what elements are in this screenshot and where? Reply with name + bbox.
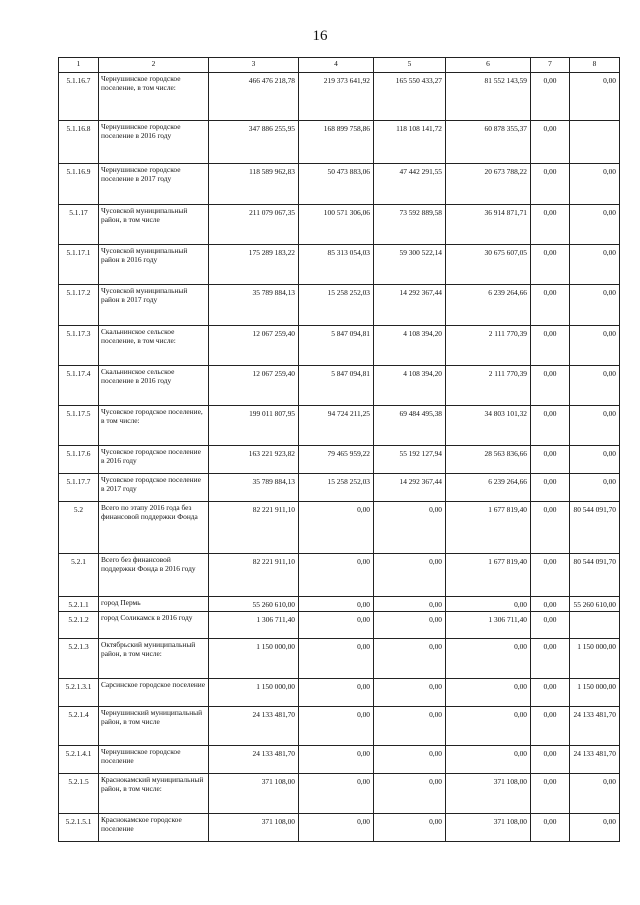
fund-amount-cell: 79 465 959,22 xyxy=(299,446,374,474)
row-code-cell: 5.1.17.4 xyxy=(59,366,99,406)
header-row xyxy=(59,58,620,73)
local-budget-cell: 2 111 770,39 xyxy=(446,366,531,406)
row-name-cell: город Соликамск в 2016 году xyxy=(99,612,209,639)
extra-funding-cell xyxy=(570,121,620,164)
regional-budget-cell: 69 484 495,38 xyxy=(374,406,446,446)
fund-amount-cell: 0,00 xyxy=(299,707,374,746)
row-code-cell: 5.1.17.5 xyxy=(59,406,99,446)
fund-amount-cell: 85 313 054,03 xyxy=(299,245,374,285)
row-name-cell: Краснокамский муниципальный район, в том числе: xyxy=(99,774,209,814)
column-header: 8 xyxy=(570,58,620,73)
row-name-cell: город Пермь xyxy=(99,597,209,612)
table-row xyxy=(59,164,620,205)
total-amount-cell: 82 221 911,10 xyxy=(209,554,299,597)
table-row xyxy=(59,326,620,366)
other-sources-cell: 0,00 xyxy=(531,554,570,597)
extra-funding-cell: 55 260 610,00 xyxy=(570,597,620,612)
extra-funding-cell: 0,00 xyxy=(570,245,620,285)
total-amount-cell: 1 150 000,00 xyxy=(209,679,299,707)
row-code-cell: 5.1.17.2 xyxy=(59,285,99,326)
extra-funding-cell: 0,00 xyxy=(570,814,620,842)
row-code-cell: 5.2.1.5.1 xyxy=(59,814,99,842)
row-code-cell: 5.1.17.7 xyxy=(59,474,99,502)
extra-funding-cell: 80 544 091,70 xyxy=(570,502,620,554)
regional-budget-cell: 0,00 xyxy=(374,746,446,774)
fund-amount-cell: 5 847 094,81 xyxy=(299,366,374,406)
regional-budget-cell: 14 292 367,44 xyxy=(374,285,446,326)
table-row xyxy=(59,474,620,502)
table-row xyxy=(59,679,620,707)
row-code-cell: 5.1.17 xyxy=(59,205,99,245)
total-amount-cell: 199 011 807,95 xyxy=(209,406,299,446)
fund-amount-cell: 0,00 xyxy=(299,679,374,707)
regional-budget-cell: 0,00 xyxy=(374,707,446,746)
extra-funding-cell: 0,00 xyxy=(570,774,620,814)
row-code-cell: 5.2.1.3.1 xyxy=(59,679,99,707)
extra-funding-cell: 0,00 xyxy=(570,205,620,245)
table-row xyxy=(59,597,620,612)
row-name-cell: Чернушинское городское поселение в 2017 году xyxy=(99,164,209,205)
fund-amount-cell: 219 373 641,92 xyxy=(299,73,374,121)
other-sources-cell: 0,00 xyxy=(531,679,570,707)
other-sources-cell: 0,00 xyxy=(531,774,570,814)
table-row xyxy=(59,121,620,164)
other-sources-cell: 0,00 xyxy=(531,73,570,121)
extra-funding-cell: 24 133 481,70 xyxy=(570,707,620,746)
fund-amount-cell: 100 571 306,06 xyxy=(299,205,374,245)
row-code-cell: 5.2.1.2 xyxy=(59,612,99,639)
table-row xyxy=(59,612,620,639)
local-budget-cell: 0,00 xyxy=(446,639,531,679)
total-amount-cell: 24 133 481,70 xyxy=(209,707,299,746)
row-name-cell: Всего по этапу 2016 года без финансовой поддержки Фонда xyxy=(99,502,209,554)
row-code-cell: 5.2.1.4 xyxy=(59,707,99,746)
regional-budget-cell: 0,00 xyxy=(374,597,446,612)
regional-budget-cell: 0,00 xyxy=(374,502,446,554)
table-body xyxy=(59,73,620,842)
fund-amount-cell: 0,00 xyxy=(299,746,374,774)
local-budget-cell: 1 306 711,40 xyxy=(446,612,531,639)
row-code-cell: 5.1.16.7 xyxy=(59,73,99,121)
row-code-cell: 5.2.1.1 xyxy=(59,597,99,612)
total-amount-cell: 24 133 481,70 xyxy=(209,746,299,774)
column-header: 5 xyxy=(374,58,446,73)
total-amount-cell: 347 886 255,95 xyxy=(209,121,299,164)
row-name-cell: Краснокамское городское поселение xyxy=(99,814,209,842)
table-row xyxy=(59,639,620,679)
extra-funding-cell: 80 544 091,70 xyxy=(570,554,620,597)
row-name-cell: Всего без финансовой поддержки Фонда в 2016 году xyxy=(99,554,209,597)
fund-amount-cell: 50 473 883,06 xyxy=(299,164,374,205)
regional-budget-cell: 0,00 xyxy=(374,554,446,597)
local-budget-cell: 30 675 607,05 xyxy=(446,245,531,285)
local-budget-cell: 6 239 264,66 xyxy=(446,285,531,326)
total-amount-cell: 1 150 000,00 xyxy=(209,639,299,679)
total-amount-cell: 35 789 884,13 xyxy=(209,285,299,326)
table-row xyxy=(59,205,620,245)
extra-funding-cell: 0,00 xyxy=(570,366,620,406)
regional-budget-cell: 59 300 522,14 xyxy=(374,245,446,285)
table-row xyxy=(59,245,620,285)
extra-funding-cell: 1 150 000,00 xyxy=(570,639,620,679)
row-name-cell: Чусовское городское поселение в 2016 году xyxy=(99,446,209,474)
other-sources-cell: 0,00 xyxy=(531,285,570,326)
row-name-cell: Чернушинское городское поселение, в том числе: xyxy=(99,73,209,121)
row-code-cell: 5.2.1.3 xyxy=(59,639,99,679)
other-sources-cell: 0,00 xyxy=(531,502,570,554)
other-sources-cell: 0,00 xyxy=(531,121,570,164)
row-code-cell: 5.1.17.3 xyxy=(59,326,99,366)
other-sources-cell: 0,00 xyxy=(531,245,570,285)
local-budget-cell: 2 111 770,39 xyxy=(446,326,531,366)
local-budget-cell: 36 914 871,71 xyxy=(446,205,531,245)
column-header: 3 xyxy=(209,58,299,73)
total-amount-cell: 118 589 962,83 xyxy=(209,164,299,205)
total-amount-cell: 163 221 923,82 xyxy=(209,446,299,474)
fund-amount-cell: 94 724 211,25 xyxy=(299,406,374,446)
page-number: 16 xyxy=(312,28,328,44)
financing-table xyxy=(58,57,620,842)
fund-amount-cell: 0,00 xyxy=(299,597,374,612)
other-sources-cell: 0,00 xyxy=(531,639,570,679)
table-row xyxy=(59,774,620,814)
total-amount-cell: 466 476 218,78 xyxy=(209,73,299,121)
local-budget-cell: 20 673 788,22 xyxy=(446,164,531,205)
column-header: 7 xyxy=(531,58,570,73)
table-row xyxy=(59,446,620,474)
column-header: 2 xyxy=(99,58,209,73)
other-sources-cell: 0,00 xyxy=(531,406,570,446)
regional-budget-cell: 14 292 367,44 xyxy=(374,474,446,502)
fund-amount-cell: 0,00 xyxy=(299,612,374,639)
extra-funding-cell: 0,00 xyxy=(570,406,620,446)
local-budget-cell: 81 552 143,59 xyxy=(446,73,531,121)
fund-amount-cell: 15 258 252,03 xyxy=(299,474,374,502)
fund-amount-cell: 0,00 xyxy=(299,554,374,597)
extra-funding-cell: 0,00 xyxy=(570,474,620,502)
table-row xyxy=(59,746,620,774)
extra-funding-cell: 24 133 481,70 xyxy=(570,746,620,774)
table-row xyxy=(59,502,620,554)
row-code-cell: 5.1.16.9 xyxy=(59,164,99,205)
fund-amount-cell: 0,00 xyxy=(299,502,374,554)
local-budget-cell: 371 108,00 xyxy=(446,814,531,842)
fund-amount-cell: 15 258 252,03 xyxy=(299,285,374,326)
regional-budget-cell: 4 108 394,20 xyxy=(374,366,446,406)
column-header: 1 xyxy=(59,58,99,73)
table-row xyxy=(59,366,620,406)
column-header: 4 xyxy=(299,58,374,73)
row-name-cell: Чусовской муниципальный район, в том числе xyxy=(99,205,209,245)
total-amount-cell: 12 067 259,40 xyxy=(209,366,299,406)
other-sources-cell: 0,00 xyxy=(531,164,570,205)
other-sources-cell: 0,00 xyxy=(531,612,570,639)
table-row xyxy=(59,554,620,597)
row-code-cell: 5.2.1.5 xyxy=(59,774,99,814)
table-row xyxy=(59,73,620,121)
extra-funding-cell: 0,00 xyxy=(570,326,620,366)
other-sources-cell: 0,00 xyxy=(531,326,570,366)
extra-funding-cell: 0,00 xyxy=(570,73,620,121)
regional-budget-cell: 47 442 291,55 xyxy=(374,164,446,205)
other-sources-cell: 0,00 xyxy=(531,366,570,406)
column-header: 6 xyxy=(446,58,531,73)
extra-funding-cell xyxy=(570,612,620,639)
local-budget-cell: 371 108,00 xyxy=(446,774,531,814)
table-row xyxy=(59,814,620,842)
row-name-cell: Чернушинское городское поселение в 2016 году xyxy=(99,121,209,164)
row-name-cell: Сарсинское городское поселение xyxy=(99,679,209,707)
regional-budget-cell: 0,00 xyxy=(374,612,446,639)
row-name-cell: Чусовской муниципальный район в 2016 году xyxy=(99,245,209,285)
table-row xyxy=(59,406,620,446)
other-sources-cell: 0,00 xyxy=(531,205,570,245)
row-code-cell: 5.2.1.4.1 xyxy=(59,746,99,774)
row-name-cell: Скальнинское сельское поселение, в том числе: xyxy=(99,326,209,366)
regional-budget-cell: 0,00 xyxy=(374,774,446,814)
regional-budget-cell: 165 550 433,27 xyxy=(374,73,446,121)
row-name-cell: Октябрьский муниципальный район, в том числе: xyxy=(99,639,209,679)
fund-amount-cell: 168 899 758,86 xyxy=(299,121,374,164)
local-budget-cell: 28 563 836,66 xyxy=(446,446,531,474)
extra-funding-cell: 0,00 xyxy=(570,446,620,474)
total-amount-cell: 371 108,00 xyxy=(209,774,299,814)
row-name-cell: Чернушинский муниципальный район, в том числе xyxy=(99,707,209,746)
regional-budget-cell: 4 108 394,20 xyxy=(374,326,446,366)
extra-funding-cell: 0,00 xyxy=(570,164,620,205)
fund-amount-cell: 0,00 xyxy=(299,639,374,679)
other-sources-cell: 0,00 xyxy=(531,597,570,612)
other-sources-cell: 0,00 xyxy=(531,814,570,842)
row-name-cell: Чусовское городское поселение, в том числе: xyxy=(99,406,209,446)
regional-budget-cell: 118 108 141,72 xyxy=(374,121,446,164)
row-name-cell: Чусовское городское поселение в 2017 году xyxy=(99,474,209,502)
table-row xyxy=(59,707,620,746)
fund-amount-cell: 0,00 xyxy=(299,774,374,814)
row-name-cell: Чусовской муниципальный район в 2017 году xyxy=(99,285,209,326)
regional-budget-cell: 73 592 889,58 xyxy=(374,205,446,245)
regional-budget-cell: 0,00 xyxy=(374,679,446,707)
total-amount-cell: 12 067 259,40 xyxy=(209,326,299,366)
other-sources-cell: 0,00 xyxy=(531,446,570,474)
fund-amount-cell: 0,00 xyxy=(299,814,374,842)
local-budget-cell: 34 803 101,32 xyxy=(446,406,531,446)
other-sources-cell: 0,00 xyxy=(531,474,570,502)
local-budget-cell: 0,00 xyxy=(446,679,531,707)
total-amount-cell: 175 289 183,22 xyxy=(209,245,299,285)
total-amount-cell: 82 221 911,10 xyxy=(209,502,299,554)
total-amount-cell: 1 306 711,40 xyxy=(209,612,299,639)
extra-funding-cell: 0,00 xyxy=(570,285,620,326)
total-amount-cell: 211 079 067,35 xyxy=(209,205,299,245)
total-amount-cell: 55 260 610,00 xyxy=(209,597,299,612)
extra-funding-cell: 1 150 000,00 xyxy=(570,679,620,707)
total-amount-cell: 371 108,00 xyxy=(209,814,299,842)
local-budget-cell: 0,00 xyxy=(446,746,531,774)
regional-budget-cell: 0,00 xyxy=(374,814,446,842)
row-code-cell: 5.1.17.1 xyxy=(59,245,99,285)
other-sources-cell: 0,00 xyxy=(531,746,570,774)
local-budget-cell: 0,00 xyxy=(446,597,531,612)
fund-amount-cell: 5 847 094,81 xyxy=(299,326,374,366)
local-budget-cell: 6 239 264,66 xyxy=(446,474,531,502)
local-budget-cell: 1 677 819,40 xyxy=(446,554,531,597)
row-name-cell: Чернушинское городское поселение xyxy=(99,746,209,774)
row-name-cell: Скальнинское сельское поселение в 2016 году xyxy=(99,366,209,406)
row-code-cell: 5.1.16.8 xyxy=(59,121,99,164)
row-code-cell: 5.2 xyxy=(59,502,99,554)
regional-budget-cell: 0,00 xyxy=(374,639,446,679)
other-sources-cell: 0,00 xyxy=(531,707,570,746)
total-amount-cell: 35 789 884,13 xyxy=(209,474,299,502)
table-row xyxy=(59,285,620,326)
row-code-cell: 5.2.1 xyxy=(59,554,99,597)
row-code-cell: 5.1.17.6 xyxy=(59,446,99,474)
regional-budget-cell: 55 192 127,94 xyxy=(374,446,446,474)
local-budget-cell: 60 878 355,37 xyxy=(446,121,531,164)
local-budget-cell: 0,00 xyxy=(446,707,531,746)
local-budget-cell: 1 677 819,40 xyxy=(446,502,531,554)
